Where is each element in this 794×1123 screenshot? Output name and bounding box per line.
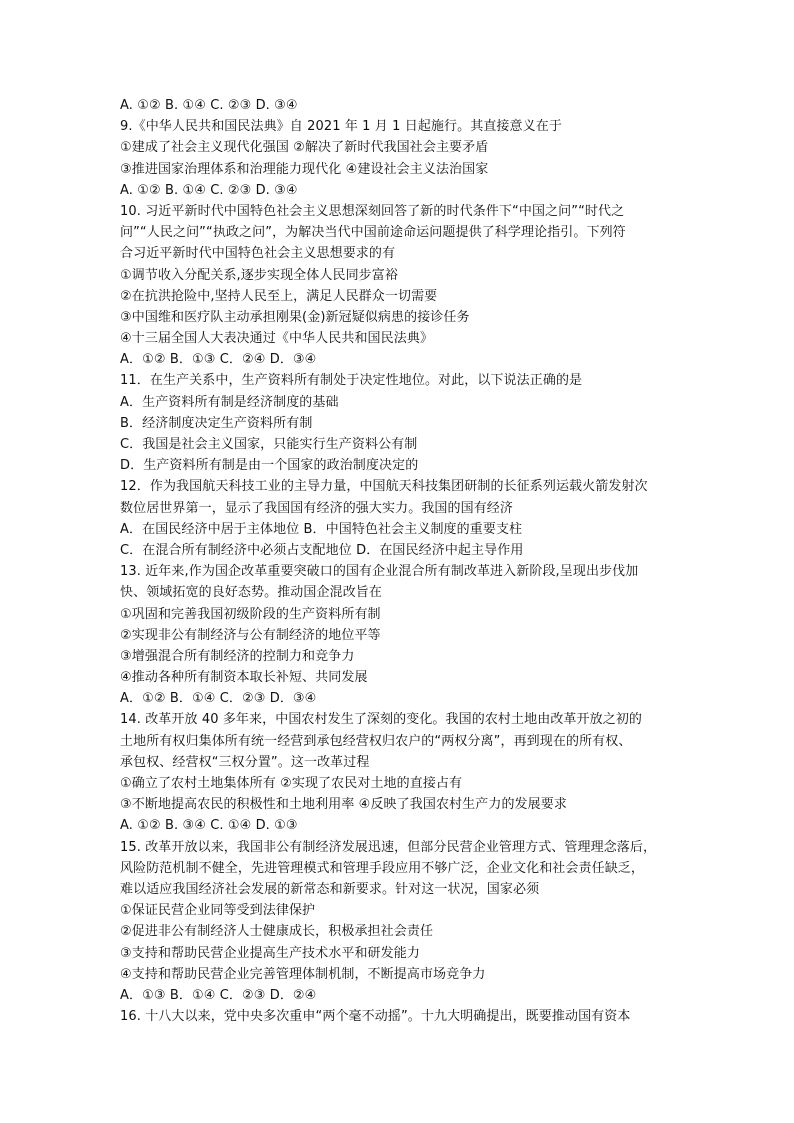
text-line: 承包权、经营权“三权分置”。这一改革过程 (120, 754, 370, 770)
text-line: 11．在生产关系中，生产资料所有制处于决定性地位。对此，以下说法正确的是 (120, 373, 583, 389)
text-line: 13. 近年来,作为国企改革重要突破口的国有企业混合所有制改革进入新阶段,呈现出步伐加 (120, 564, 639, 580)
text-line: 9.《中华人民共和国民法典》自 2021 年 1 月 1 日起施行。其直接意义在于 (120, 119, 562, 135)
text-line: ①调节收入分配关系,逐步实现全体人民同步富裕 (120, 267, 398, 283)
text-line: ③增强混合所有制经济的控制力和竞争力 (120, 648, 355, 664)
text-line: 问”“人民之问”“执政之问”，为解决当代中国前途命运问题提供了科学理论指引。下列符 (120, 225, 626, 241)
text-line: 土地所有权归集体所有统一经营到承包经营权归农户的“两权分离”，再到现在的所有权、 (120, 733, 632, 749)
text-line: ④推动各种所有制资本取长补短、共同发展 (120, 670, 368, 686)
text-line: 14. 改革开放 40 多年来，中国农村发生了深刻的变化。我国的农村土地由改革开放之初的 (120, 712, 643, 728)
text-line: 数位居世界第一，显示了我国国有经济的强大实力。我国的国有经济 (120, 500, 514, 516)
text-line: ③不断地提高农民的积极性和土地利用率 ④反映了我国农村生产力的发展要求 (120, 797, 567, 813)
text-line: ①建成了社会主义现代化强国 ②解决了新时代我国社会主要矛盾 (120, 140, 489, 156)
text-line: 10. 习近平新时代中国特色社会主义思想深刻回答了新的时代条件下“中国之问”“时代之 (120, 203, 625, 219)
text-line: ④支持和帮助民营企业完善管理体制机制，不断提高市场竞争力 (120, 966, 486, 982)
text-line: ①确立了农村土地集体所有 ②实现了农民对土地的直接占有 (120, 776, 463, 791)
text-line: ③中国维和医疗队主动承担刚果(金)新冠疑似病患的接诊任务 (120, 309, 470, 325)
text-line: 风险防范机制不健全，先进管理模式和管理手段应用不够广泛，企业文化和社会责任缺乏， (120, 860, 645, 876)
text-line: 合习近平新时代中国特色社会主义思想要求的有 (120, 246, 396, 262)
text-line: ②促进非公有制经济人士健康成长，积极承担社会责任 (120, 924, 434, 940)
text-line: A. ①② B. ③④ C. ①④ D. ①③ (120, 818, 298, 834)
text-line: A．①② B．①③ C．②④ D．③④ (120, 352, 317, 368)
text-line: ④十三届全国人大表决通过《中华人民共和国民法典》 (120, 331, 434, 347)
text-line: A．生产资料所有制是经济制度的基础 (120, 394, 339, 410)
text-line: 16. 十八大以来，党中央多次重申“两个毫不动摇”。十九大明确提出，既要推动国有资本 (120, 1009, 631, 1025)
document-page (120, 95, 690, 1027)
text-line: ②实现非公有制经济与公有制经济的地位平等 (120, 627, 381, 643)
text-line: ②在抗洪抢险中,坚持人民至上，满足人民群众一切需要 (120, 288, 438, 304)
text-line: A．在国民经济中居于主体地位 B．中国特色社会主义制度的重要支柱 (120, 521, 523, 537)
text-line: 快、领域拓宽的良好态势。推动国企混改旨在 (120, 585, 383, 601)
text-line: C．我国是社会主义国家，只能实行生产资料公有制 (120, 437, 418, 452)
text-line: D．生产资料所有制是由一个国家的政治制度决定的 (120, 458, 419, 474)
text-line: A．①② B．①④ C．②③ D．③④ (120, 691, 317, 707)
text-line: ①保证民营企业同等受到法律保护 (120, 903, 316, 919)
text-line: B．经济制度决定生产资料所有制 (120, 415, 313, 431)
text-line: ③支持和帮助民营企业提高生产技术水平和研发能力 (120, 945, 420, 961)
text-line: C．在混合所有制经济中必须占支配地位 D．在国民经济中起主导作用 (120, 542, 524, 558)
text-line: 12．作为我国航天科技工业的主导力量，中国航天科技集团研制的长征系列运载火箭发射次 (120, 479, 648, 495)
text-line: ①巩固和完善我国初级阶段的生产资料所有制 (120, 606, 381, 622)
text-line: A. ①② B. ①④ C. ②③ D. ③④ (120, 182, 298, 198)
text-line: 15. 改革开放以来，我国非公有制经济发展迅速，但部分民营企业管理方式、管理理念落后， (120, 839, 657, 855)
text-line: A. ①② B. ①④ C. ②③ D. ③④ (120, 98, 298, 113)
text-line: 难以适应我国经济社会发展的新常态和新要求。针对这一状况，国家必须 (120, 881, 540, 897)
text-line: ③推进国家治理体系和治理能力现代化 ④建设社会主义法治国家 (120, 161, 489, 177)
text-line: A．①③ B．①④ C．②③ D．②④ (120, 987, 317, 1003)
